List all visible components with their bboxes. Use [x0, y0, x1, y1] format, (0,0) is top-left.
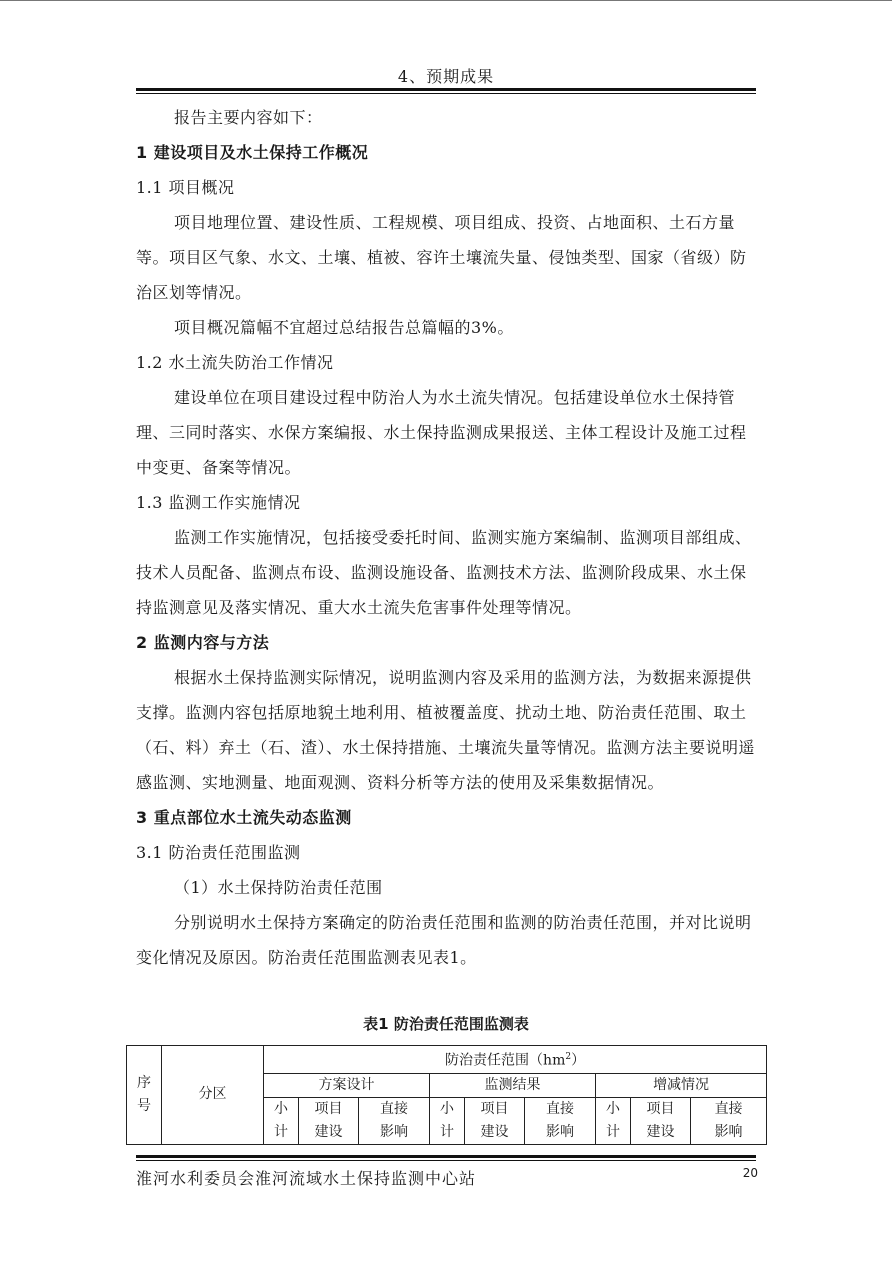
header-rule-thin	[136, 93, 756, 94]
project-line-2: 建设	[480, 1123, 509, 1140]
header-group-design: 方案设计	[264, 1073, 430, 1097]
header-seq-char-2: 号	[137, 1097, 151, 1114]
project-line-1: 项目	[646, 1100, 675, 1117]
project-line-2: 建设	[646, 1123, 675, 1140]
list-item-1: （1）水土保持防治责任范围	[174, 878, 383, 897]
subtotal-line-1: 小	[274, 1100, 288, 1117]
page-top-border	[0, 0, 892, 1]
subtotal-line-1: 小	[606, 1100, 620, 1117]
header-project-construction	[631, 1097, 691, 1144]
project-line-1: 项目	[314, 1100, 343, 1117]
header-group-monitoring: 监测结果	[430, 1073, 596, 1097]
direct-line-1: 直接	[546, 1100, 574, 1117]
header-direct-impact	[691, 1097, 767, 1144]
header-zone: 分区	[162, 1046, 264, 1145]
footer-organization: 淮河水利委员会淮河流域水土保持监测中心站	[136, 1169, 477, 1188]
paragraph-responsibility-range: 分别说明水土保持方案确定的防治责任范围和监测的防治责任范围，并对比说明变化情况及原因。防治责任范围监测表见表1。	[136, 913, 752, 967]
header-range	[264, 1046, 767, 1074]
paragraph-monitoring-methods: 根据水土保持监测实际情况，说明监测内容及采用的监测方法，为数据来源提供支撑。监测内容包括原地貌土地利用、植被覆盖度、扰动土地、防治责任范围、取土（石、料）弃土（石、渣）、水土保持措施、土壤流失量等情况。监测方法主要说明遥感监测、实地测量、地面观测、资料分析等方法的使用及采集数据情况。	[136, 668, 756, 792]
section-1-3-heading: 1.3 监测工作实施情况	[136, 493, 301, 512]
subtotal-line-2: 计	[606, 1123, 620, 1140]
section-1-heading: 1 建设项目及水土保持工作概况	[136, 143, 369, 162]
footer-rule-thick	[136, 1155, 756, 1158]
header-subtotal	[596, 1097, 631, 1144]
responsibility-range-table	[126, 1045, 767, 1145]
direct-line-1: 直接	[714, 1100, 743, 1117]
header-seq-char-1: 序	[137, 1074, 151, 1091]
header-group-change: 增减情况	[596, 1073, 767, 1097]
header-direct-impact	[359, 1097, 430, 1144]
header-subtotal	[430, 1097, 465, 1144]
header-subtotal	[264, 1097, 299, 1144]
header-project-construction	[299, 1097, 359, 1144]
table-caption: 表1 防治责任范围监测表	[363, 1015, 529, 1033]
paragraph-prevention-work: 建设单位在项目建设过程中防治人为水土流失情况。包括建设单位水土保持管理、三同时落实、水保方案编报、水土保持监测成果报送、主体工程设计及施工过程中变更、备案等情况。	[136, 388, 747, 477]
direct-line-1: 直接	[380, 1100, 408, 1117]
body-text	[136, 100, 756, 975]
subtotal-line-2: 计	[274, 1123, 288, 1140]
section-2-heading: 2 监测内容与方法	[136, 633, 270, 652]
paragraph-length-limit: 项目概况篇幅不宜超过总结报告总篇幅的3%。	[174, 318, 514, 337]
direct-line-2: 影响	[380, 1123, 408, 1140]
subtotal-line-2: 计	[440, 1123, 454, 1140]
project-line-1: 项目	[480, 1100, 509, 1117]
header-range-prefix: 防治责任范围（hm	[445, 1052, 566, 1069]
paragraph-monitoring-implementation: 监测工作实施情况，包括接受委托时间、监测实施方案编制、监测项目部组成、技术人员配备、监测点布设、监测设施设备、监测技术方法、监测阶段成果、水土保持监测意见及落实情况、重大水土流失危害事件处理等情况。	[136, 528, 752, 617]
section-3-heading: 3 重点部位水土流失动态监测	[136, 808, 352, 827]
intro-paragraph: 报告主要内容如下：	[174, 108, 323, 127]
section-1-2-heading: 1.2 水土流失防治工作情况	[136, 353, 334, 372]
section-3-1-heading: 3.1 防治责任范围监测	[136, 843, 301, 862]
section-1-1-heading: 1.1 项目概况	[136, 178, 235, 197]
page-number: 20	[742, 1166, 758, 1180]
header-direct-impact	[525, 1097, 596, 1144]
header-seq	[127, 1046, 162, 1145]
paragraph-project-overview: 项目地理位置、建设性质、工程规模、项目组成、投资、占地面积、土石方量等。项目区气象、水文、土壤、植被、容许土壤流失量、侵蚀类型、国家（省级）防治区划等情况。	[136, 213, 747, 302]
header-range-suffix: ）	[571, 1052, 586, 1069]
footer-rule-thin	[136, 1160, 756, 1161]
project-line-2: 建设	[314, 1123, 343, 1140]
page-header-title: 4、预期成果	[397, 67, 495, 86]
subtotal-line-1: 小	[440, 1100, 454, 1117]
header-range-sup: 2	[565, 1052, 572, 1062]
direct-line-2: 影响	[546, 1123, 574, 1140]
direct-line-2: 影响	[714, 1123, 743, 1140]
header-rule-thick	[136, 88, 756, 91]
header-project-construction	[465, 1097, 525, 1144]
